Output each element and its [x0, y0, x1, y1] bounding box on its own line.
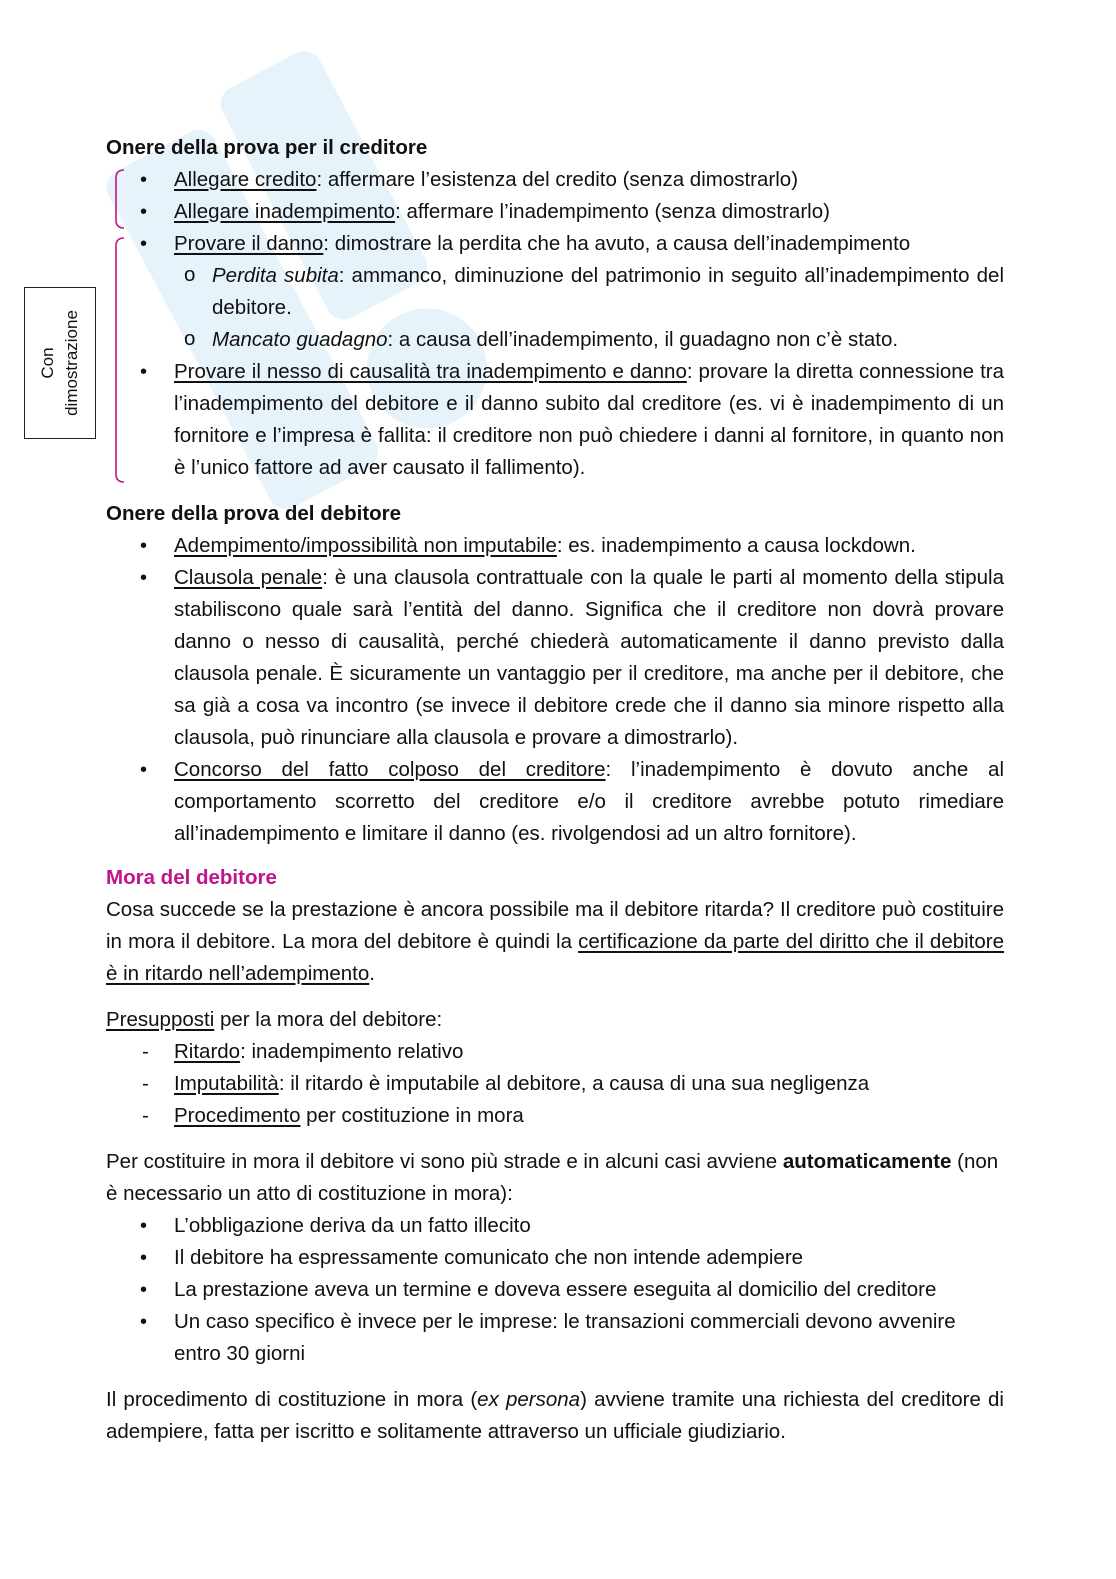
list-item: - Imputabilità: il ritardo è imputabile al debitore, a causa di una sua negligenza — [106, 1068, 1004, 1100]
list-item: • Il debitore ha espressamente comunicato che non intende adempiere — [106, 1242, 1004, 1274]
list-item: • Concorso del fatto colposo del creditore: l’inadempimento è dovuto anche al comportamento scorretto del creditore e/o il creditore avrebbe potuto rimediare all’inadempimento e limitare il danno (es. rivolgendosi ad un altro fornitore). — [106, 754, 1004, 850]
heading-mora: Mora del debitore — [106, 866, 277, 889]
document-content — [106, 132, 1004, 1448]
sidenote-box — [24, 287, 96, 439]
list-item: • Adempimento/impossibilità non imputabile: es. inadempimento a causa lockdown. — [106, 530, 1004, 562]
procedimento-paragraph: Il procedimento di costituzione in mora (ex persona) avviene tramite una richiesta del creditore di adempiere, fatta per iscritto e solitamente attraverso un ufficiale giudiziario. — [106, 1388, 1004, 1443]
sublist-item: o Mancato guadagno: a causa dell’inadempimento, il guadagno non c’è stato. — [174, 324, 1004, 356]
danno-sublist — [174, 260, 1004, 356]
list-item: - Procedimento per costituzione in mora — [106, 1100, 1004, 1132]
list-item: • Provare il danno: dimostrare la perdita che ha avuto, a causa dell’inadempimento o Perdita subita: ammanco, diminuzione del patrimonio in seguito all’inadempimento del debitore. o Mancato guadagno: a causa dell’inadempimento, il guadagno non c’è stato. — [106, 228, 1004, 356]
mora-intro: Cosa succede se la prestazione è ancora possibile ma il debitore ritarda? Il creditore può costituire in mora il debitore. La mora del debitore è quindi la certificazione da parte del diritto che il debitore è in ritardo nell’adempimento. — [106, 898, 1005, 985]
sublist-item: o Perdita subita: ammanco, diminuzione del patrimonio in seguito all’inadempimento del debitore. — [174, 260, 1004, 324]
heading-debitore: Onere della prova del debitore — [106, 502, 402, 525]
sidenote-line1: Con — [38, 347, 57, 379]
list-item: • La prestazione aveva un termine e doveva essere eseguita al domicilio del creditore — [106, 1274, 1004, 1306]
automatic-intro: Per costituire in mora il debitore vi sono più strade e in alcuni casi avviene automaticamente (non è necessario un atto di costituzione in mora): — [106, 1150, 999, 1205]
presupposti-list — [106, 1036, 1004, 1132]
list-item: - Ritardo: inadempimento relativo — [106, 1036, 1004, 1068]
sidenote-text — [36, 310, 84, 416]
creditore-list — [106, 164, 1004, 484]
debitore-list — [106, 530, 1004, 850]
presupposti-intro: Presupposti per la mora del debitore: — [106, 1008, 443, 1031]
list-item: • Provare il nesso di causalità tra inadempimento e danno: provare la diretta connessione tra l’inadempimento del debitore e il danno subito dal creditore (es. vi è inadempimento di un fornitore e l’impresa è fallita: il creditore non può chiedere i danni al fornitore, in quanto non è l’unico fattore ad aver causato il fallimento). — [106, 356, 1004, 484]
list-item: • Allegare credito: affermare l’esistenza del credito (senza dimostrarlo) — [106, 164, 1004, 196]
list-item: • Allegare inadempimento: affermare l’inadempimento (senza dimostrarlo) — [106, 196, 1004, 228]
list-item: • Clausola penale: è una clausola contrattuale con la quale le parti al momento della stipula stabiliscono quale sarà l’entità del danno. Significa che il creditore non dovrà provare danno o nesso di causalità, perché chiederà automaticamente il danno previsto dalla clausola penale. È sicuramente un vantaggio per il creditore, ma anche per il debitore, che sa già a cosa va incontro (se invece il debitore crede che il danno sia minore rispetto alla clausola, può rinunciare alla clausola e provare a dimostrarlo). — [106, 562, 1004, 754]
list-item: • Un caso specifico è invece per le imprese: le transazioni commerciali devono avvenire entro 30 giorni — [106, 1306, 1004, 1370]
sidenote-line2: dimostrazione — [62, 310, 81, 416]
automatic-list — [106, 1210, 1004, 1370]
list-item: • L’obbligazione deriva da un fatto illecito — [106, 1210, 1004, 1242]
heading-creditore: Onere della prova per il creditore — [106, 136, 428, 159]
